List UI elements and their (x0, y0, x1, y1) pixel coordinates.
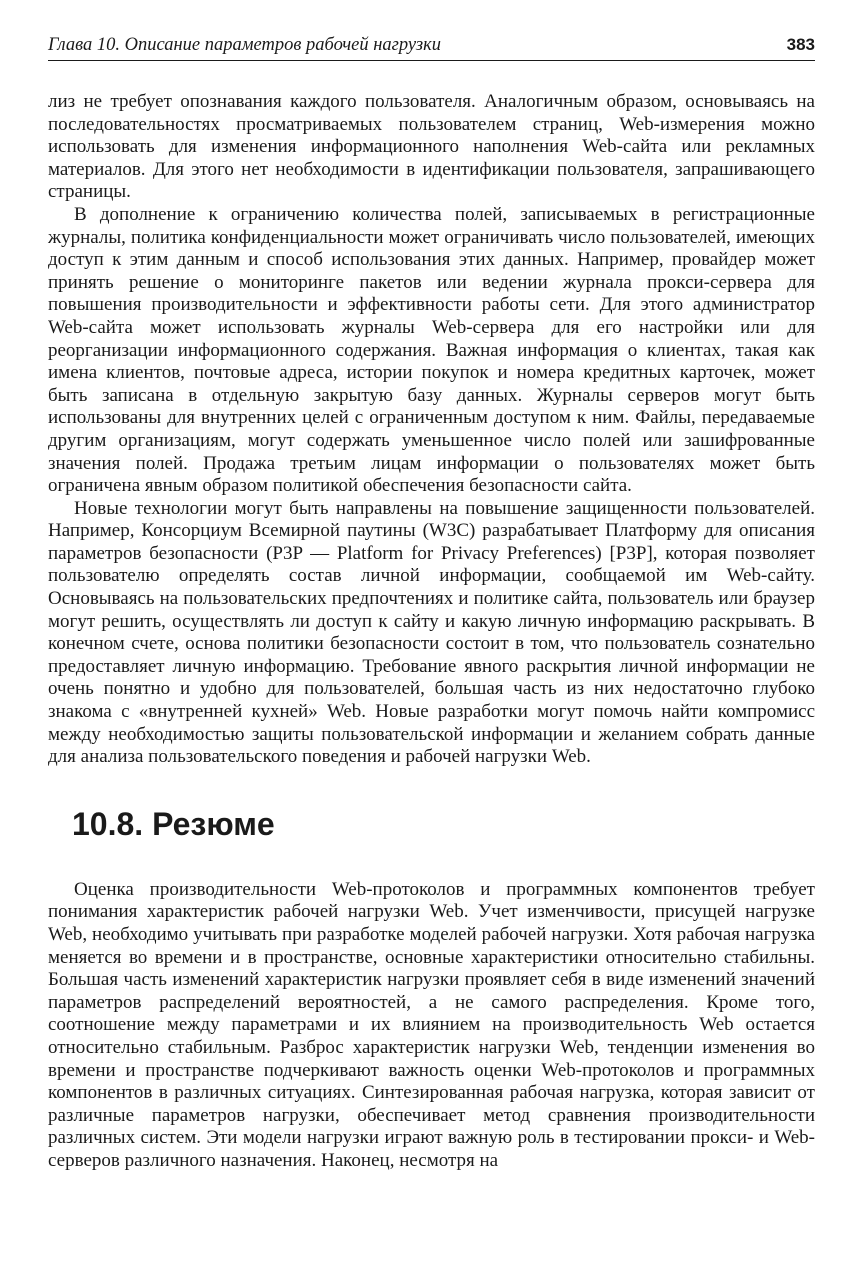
book-page (48, 34, 815, 1173)
page-number: 383 (786, 35, 815, 54)
running-header (48, 34, 815, 61)
paragraph-new-technologies: Новые технологии могут быть направлены на повышение защищенности пользователей. Например, Консорциум Всемирной паутины (W3C) разрабатывает Платформу для описания параметров безопасности (P3P — Platform for Privacy Preferences) [P3P], которая позволяет пользователю определять состав личной информации, сообщаемой им Web-сайту. Основываясь на пользовательских предпочтениях и политике сайта, пользователь или браузер могут решить, осуществлять ли доступ к сайту и какую личную информацию раскрывать. В конечном счете, основа политики безопасности состоит в том, что пользователь сознательно предоставляет личную информацию. Требование явного раскрытия личной информации не очень понятно и удобно для пользователей, большая часть из них недостаточно глубоко знакома с «внутренней кухней» Web. Новые разработки могут помочь найти компромисс между необходимостью защиты пользовательской информации и желанием собрать данные для анализа пользовательского поведения и рабочей нагрузки Web. (48, 497, 815, 768)
paragraph-summary: Оценка производительности Web-протоколов и программных компонентов требует понимания характеристик рабочей нагрузки Web. Учет изменчивости, присущей нагрузке Web, необходимо учитывать при разработке моделей рабочей нагрузки. Хотя рабочая нагрузка меняется во времени и в пространстве, основные характеристики относительно стабильны. Большая часть изменений характеристик нагрузки проявляет себя в виде изменений значений параметров распределений вероятностей, а не самого распределения. Кроме того, соотношение между параметрами и их влиянием на производительность Web остается относительно стабильным. Разброс характеристик нагрузки Web, тенденции изменения во времени и пространстве подчеркивают важность оценки Web-протоколов и программных компонентов в различных ситуациях. Синтезированная рабочая нагрузка, которая зависит от различные параметров нагрузки, обеспечивает метод сравнения производительности различных систем. Эти модели нагрузки играют важную роль в тестировании прокси- и Web-серверов различного назначения. Наконец, несмотря на (48, 878, 815, 1171)
chapter-title: Глава 10. Описание параметров рабочей нагрузки (48, 35, 441, 55)
paragraph-continued: лиз не требует опознавания каждого пользователя. Аналогичным образом, основываясь на последовательностях просматриваемых пользователем страниц, Web-измерения можно использовать для изменения информационного наполнения Web-сайта или рекламных материалов. Для этого нет необходимости в идентификации пользователя, запрашивающего страницы. (48, 91, 815, 203)
section-heading: 10.8. Резюме (72, 805, 275, 842)
paragraph-privacy-policy: В дополнение к ограничению количества полей, записываемых в регистрационные журналы, политика конфиденциальности может ограничивать число пользователей, имеющих доступ к этим данным и способ использования этих данных. Например, провайдер может принять решение о мониторинге пакетов или ведении журнала прокси-сервера для повышения производительности и эффективности работы сети. Для этого администратор Web-сайта может использовать журналы Web-сервера для его настройки или для реорганизации информационного содержания. Важная информация о клиентах, такая как имена клиентов, почтовые адреса, истории покупок и номера кредитных карточек, может быть записана в отдельную закрытую базу данных. Журналы серверов могут быть использованы для внутренних целей с ограниченным доступом к ним. Файлы, передаваемые другим организациям, могут содержать уменьшенное число полей или зашифрованные значения полей. Продажа третьим лицам информации о пользователях может быть ограничена явным образом политикой обеспечения безопасности сайта. (48, 203, 815, 497)
page-body (48, 91, 815, 1173)
